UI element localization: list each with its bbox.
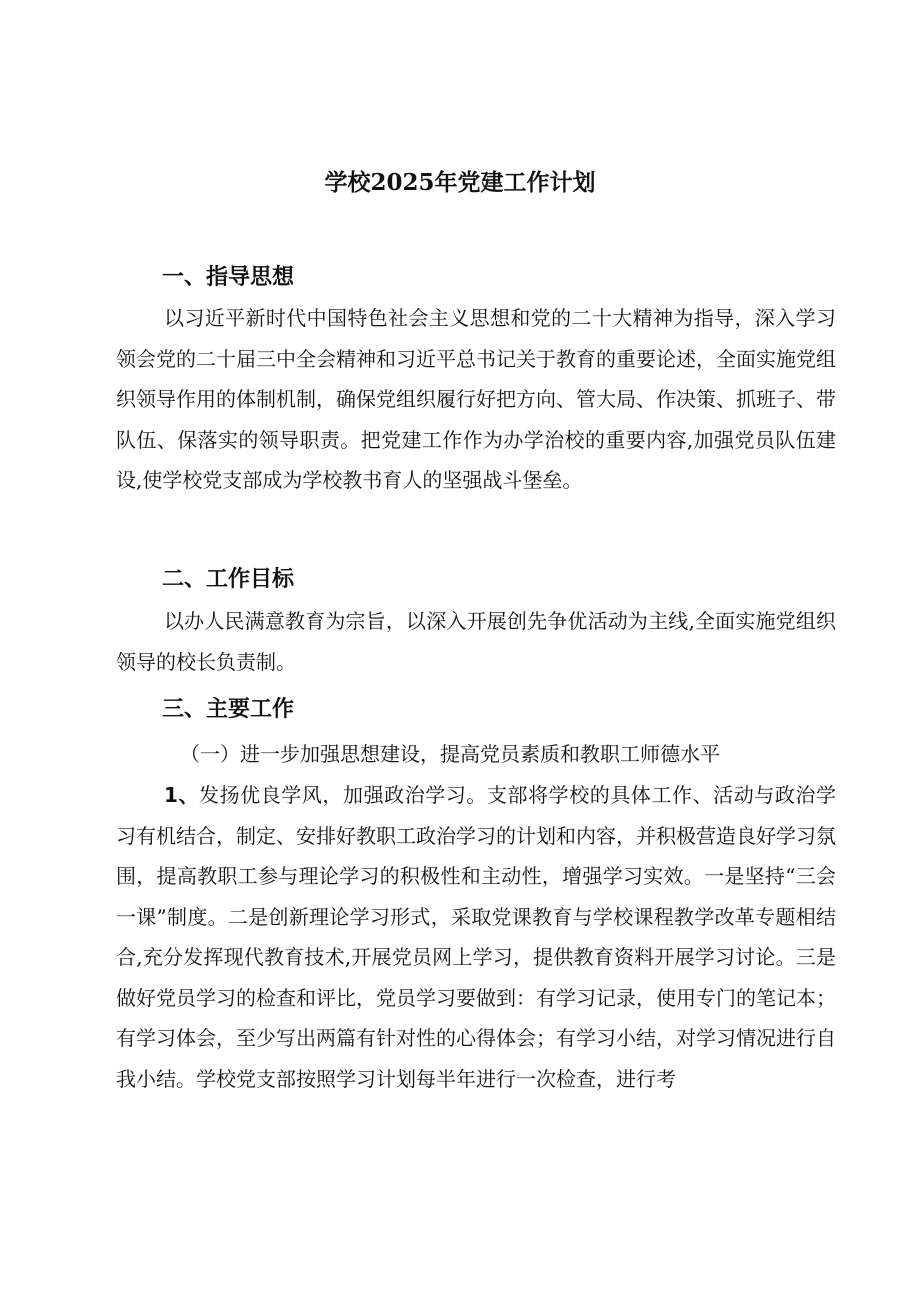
item-body: 发扬优良学风，加强政治学习。支部将学校的具体工作、活动与政治学习有机结合，制定、安排好教职工政治学习的计划和内容，并积极营造良好学习氛围，提高教职工参与理论学习的积极性和主动性，增强学习实效。一是坚持“三会一课”制度。二是创新理论学习形式，采取党课教育与学校课程教学改革专题相结合,充分发挥现代教育技术,开展党员网上学习，提供教育资料开展学习讨论。三是做好党员学习的检查和评比，党员学习要做到：有学习记录，使用专门的笔记本；有学习体会，至少写出两篇有针对性的心得体会；有学习小结，对学习情况进行自我小结。学校党支部按照学习计划每半年进行一次检查，进行考 — [116, 783, 836, 1091]
section-paragraph-guiding-ideology: 以习近平新时代中国特色社会主义思想和党的二十大精神为指导，深入学习领会党的二十届三中全会精神和习近平总书记关于教育的重要论述，全面实施党组织领导作用的体制机制，确保党组织履行好把方向、管大局、作决策、抓班子、带队伍、保落实的领导职责。把党建工作作为办学治校的重要内容,加强党员队伍建设,使学校党支部成为学校教书育人的坚强战斗堡垒。 — [116, 306, 836, 492]
item-paragraph-study-style — [116, 775, 836, 1099]
document-title: 学校2025年党建工作计划 — [324, 169, 596, 196]
section-heading-guiding-ideology: 一、指导思想 — [162, 265, 295, 290]
item-number: 1、 — [164, 783, 200, 807]
section-paragraph-work-goals: 以办人民满意教育为宗旨，以深入开展创先争优活动为主线,全面实施党组织领导的校长负责制。 — [116, 609, 836, 674]
section-subheading-ideology-building: （一）进一步加强思想建设，提高党员素质和教职工师德水平 — [180, 742, 720, 766]
section-heading-main-work: 三、主要工作 — [162, 697, 295, 722]
section-heading-work-goals: 二、工作目标 — [162, 567, 295, 592]
